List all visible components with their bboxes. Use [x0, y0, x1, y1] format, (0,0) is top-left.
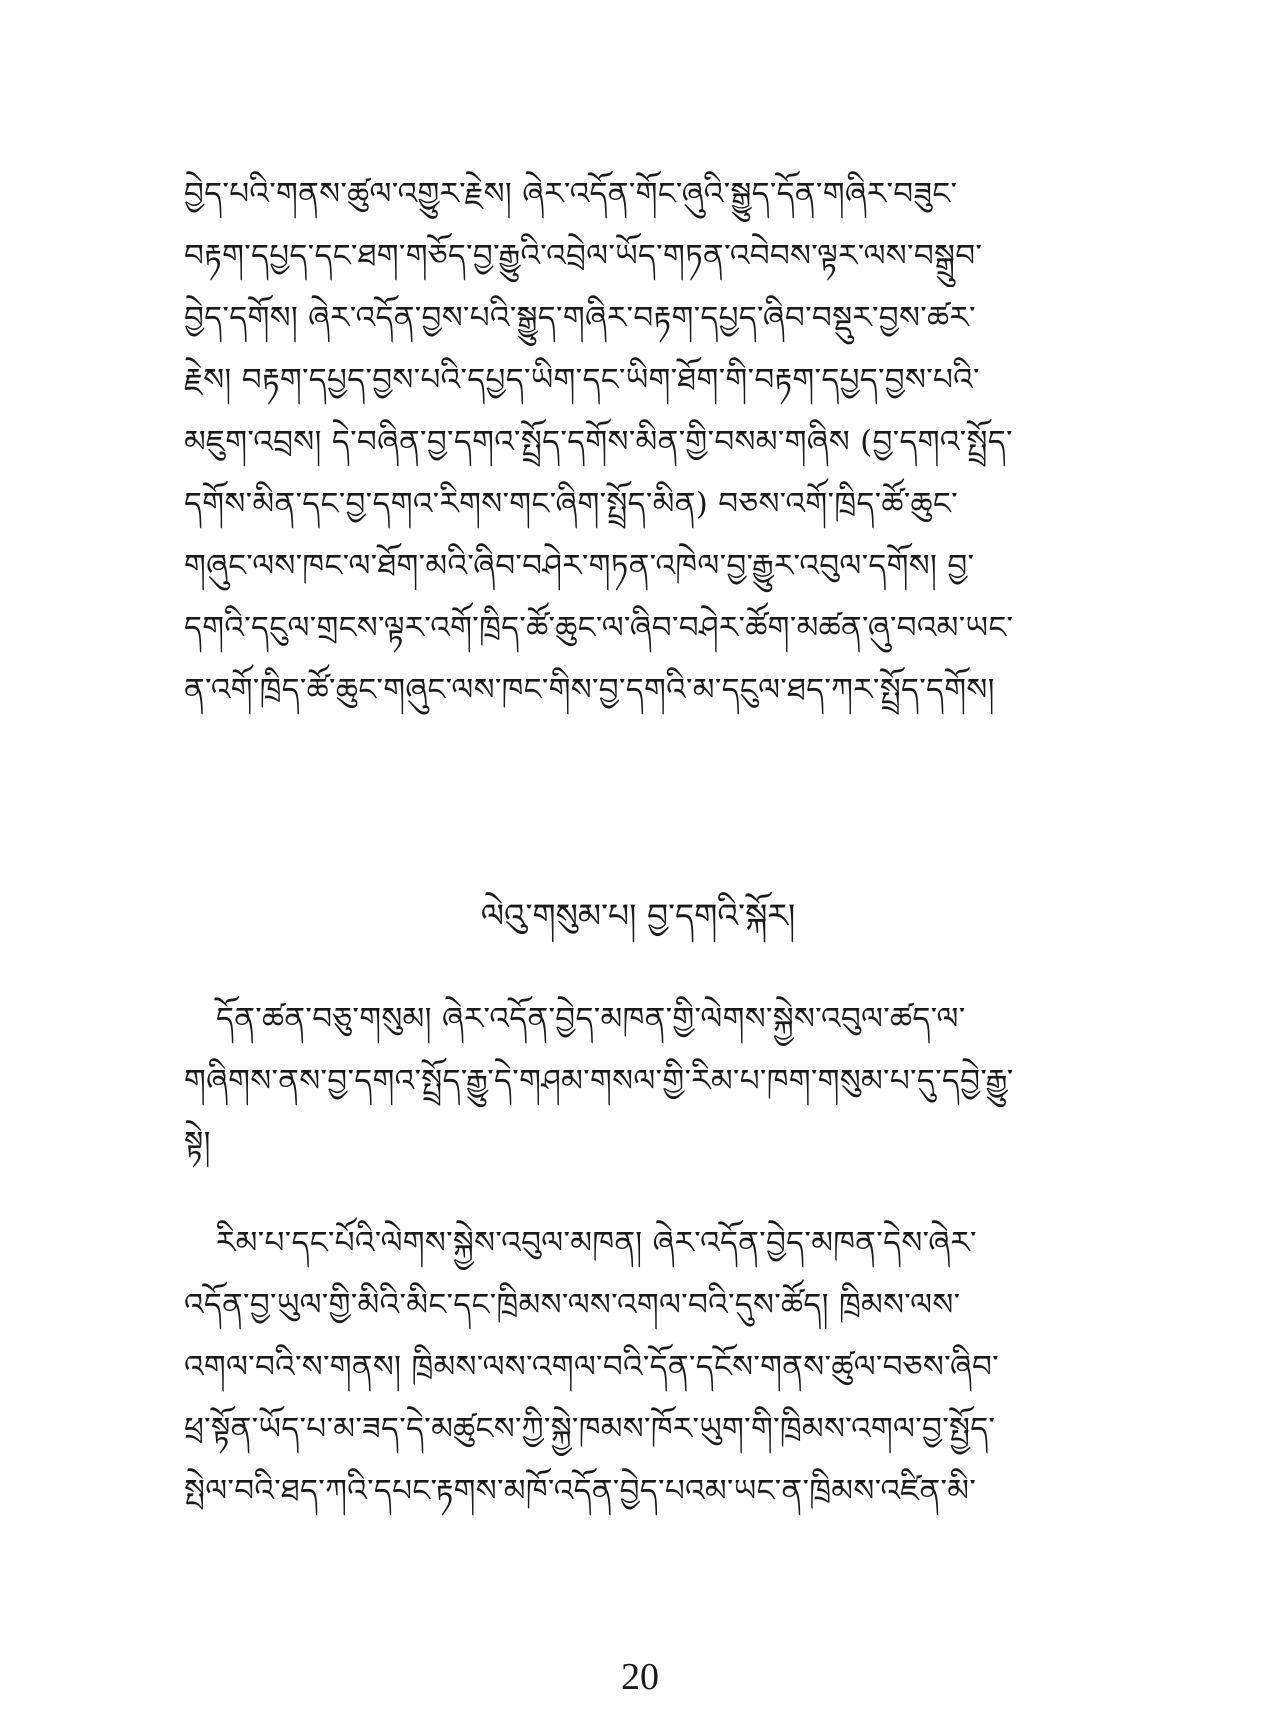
text-line: འགལ་བའི་ས་གནས། ཁྲིམས་ལས་འགལ་བའི་དོན་དངོས་གནས་ཚུལ་བཅས་ཞིབ་: [184, 1349, 999, 1385]
text-line: སྤེལ་བའི་ཐད་ཀའི་དཔང་རྟགས་མཁོ་འདོན་བྱེད་པའམ་ཡང་ན་ཁྲིམས་འཛིན་མི་: [184, 1473, 977, 1509]
text-line: འདོན་བྱ་ཡུལ་གྱི་མིའི་མིང་དང་ཁྲིམས་ལས་འགལ་བའི་དུས་ཚོད། ཁྲིམས་ལས་: [184, 1287, 961, 1323]
text-line: བྱེད་དགོས། ཞེར་འདོན་བྱས་པའི་སྒྱུད་གཞིར་བརྟག་དཔྱད་ཞིབ་བསྡུར་བྱས་ཚར་: [184, 300, 976, 336]
paragraph-3: [184, 1212, 1092, 1522]
text-line: རིམ་པ་དང་པོའི་ལེགས་སྐྱེས་འབུལ་མཁན། ཞེར་འདོན་བྱེད་མཁན་དེས་ཞེར་: [216, 1225, 977, 1261]
text-line: ཕྲ་སྟོན་ཡོད་པ་མ་ཟད་དེ་མཚུངས་ཀྱི་སྐྱེ་ཁམས་ཁོར་ཡུག་གི་ཁྲིམས་འགལ་བྱ་སྤྱོད་: [184, 1411, 996, 1447]
page-number: 20: [621, 1656, 659, 1698]
paragraph-2: [184, 988, 1092, 1174]
text-line: བརྟག་དཔྱད་དང་ཐག་གཅོད་བྱ་རྒྱུའི་འབྲེལ་ཡོད་གཏན་འབེབས་ལྟར་ལས་བསྒྲུབ་: [184, 238, 983, 274]
paragraph-1: [184, 163, 1092, 721]
text-line: གཞིགས་ནས་བྱ་དགའ་སྤྲོད་རྒྱུ་དེ་གཤམ་གསལ་གྱི་རིམ་པ་ཁག་གསུམ་པ་དུ་དབྱེ་རྒྱུ་: [184, 1063, 1014, 1099]
text-line: དོན་ཚན་བཅུ་གསུམ། ཞེར་འདོན་བྱེད་མཁན་གྱི་ལེགས་སྐྱེས་འབུལ་ཚད་ལ་: [216, 1001, 966, 1037]
text-line: དགོས་མིན་དང་བྱ་དགའ་རིགས་གང་ཞིག་སྤྲོད་མིན) བཅས་འགོ་ཁྲིད་ཚོ་ཆུང་: [184, 486, 958, 522]
text-line: རྗེས། བརྟག་དཔྱད་བྱས་པའི་དཔྱད་ཡིག་དང་ཡིག་ཐོག་གི་བརྟག་དཔྱད་བྱས་པའི་: [184, 362, 980, 398]
text-line: ན་འགོ་ཁྲིད་ཚོ་ཆུང་གཞུང་ལས་ཁང་གིས་བྱ་དགའི་མ་དངུལ་ཐད་ཀར་སྤྲོད་དགོས།: [184, 672, 995, 708]
text-line: མཇུག་འབྲས། དེ་བཞིན་བྱ་དགའ་སྤྲོད་དགོས་མིན་གྱི་བསམ་གཞིས (བྱ་དགའ་སྤྲོད་: [184, 424, 1013, 460]
text-line: སྟེ།: [184, 1125, 211, 1161]
text-line: གཞུང་ལས་ཁང་ལ་ཐོག་མའི་ཞིབ་བཤེར་གཏན་འཁེལ་བྱ་རྒྱུར་འབུལ་དགོས། བྱ་: [184, 548, 975, 584]
text-line: དགའི་དངུལ་གྲངས་ལྟར་འགོ་ཁྲིད་ཚོ་ཆུང་ལ་ཞིབ་བཤེར་ཚོག་མཚན་ཞུ་བའམ་ཡང་: [184, 610, 1014, 646]
text-line: བྱེད་པའི་གནས་ཚུལ་འགྱུར་རྗེས། ཞེར་འདོན་གོང་ཞུའི་སྒྱུད་དོན་གཞིར་བཟུང་: [184, 176, 958, 212]
chapter-heading: ལེའུ་གསུམ་པ། བྱ་དགའི་སྐོར།: [480, 896, 796, 935]
